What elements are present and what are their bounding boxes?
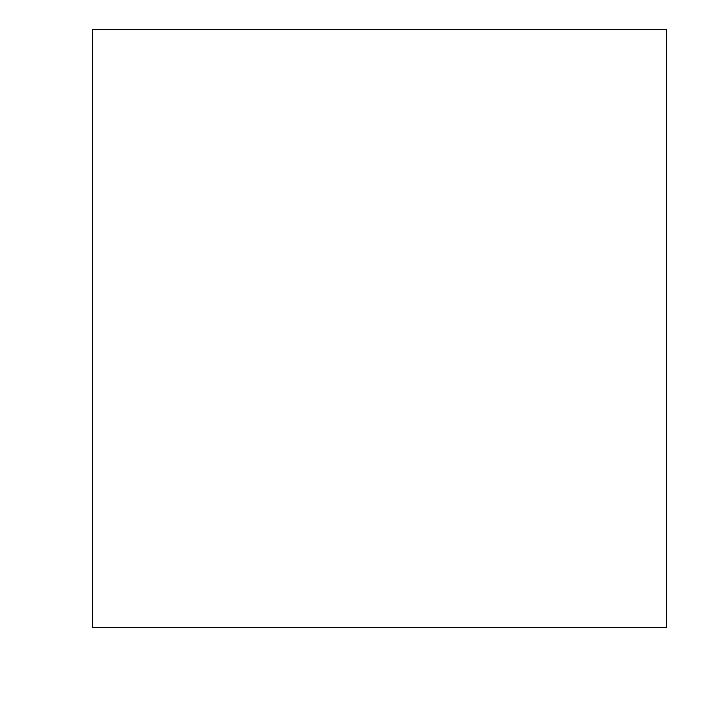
table-frame <box>93 30 667 628</box>
